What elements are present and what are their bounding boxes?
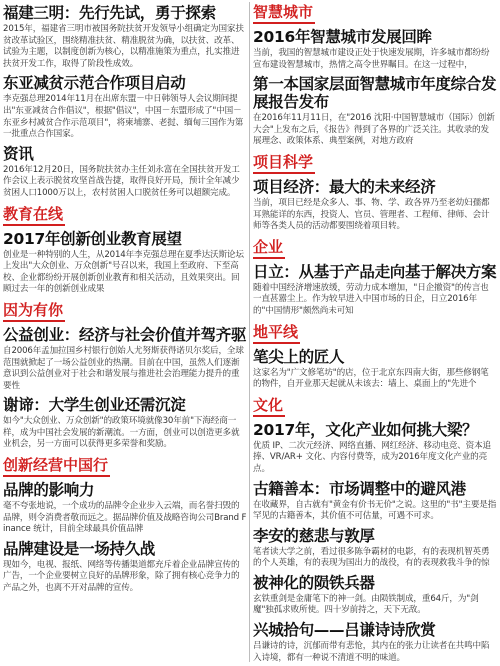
article-headline[interactable]: 2017年，文化产业如何挑大梁？ xyxy=(253,420,478,439)
article-headline[interactable]: 福建三明：先行先试，勇于探索 xyxy=(3,4,216,22)
article xyxy=(3,4,247,70)
article-summary: 毫不夸张地说，一个成功的品牌令企业步入云端，而名誉扫毁的品牌，则令消费者敬而远之。据品牌价值及战略咨询公司Brand Finance 统计，目前全球最具价值品牌 xyxy=(3,501,247,535)
article-summary: 优质 IP、二次元经济、网络直播、网红经济、移动电竞、资本追捧、VR/AR+ 文化、内容付费等，成为2016年度文化产业的亮点。 xyxy=(253,440,491,474)
article-headline[interactable]: 日立：从基于产品走向基于解决方案 xyxy=(253,262,497,281)
article xyxy=(3,481,247,536)
section-tag-horizon: 地平线 xyxy=(253,323,300,344)
article xyxy=(3,230,247,296)
article-summary: 当前，我国的智慧城市建设正处于快速发展期，许多城市都纷纷宣布建设智慧城市，热情之高令世界瞩目。在这一过程中， xyxy=(253,48,490,70)
section-tag-project-science: 项目科学 xyxy=(253,153,315,174)
article xyxy=(3,326,247,392)
article-headline[interactable]: 品牌建设是一场持久战 xyxy=(3,539,156,558)
article-summary: 2016年12月20日，国务院扶贫办主任刘永富在全国扶贫开发工作会议上表示脱贫攻坚首战告捷，取得良好开局，预计全年减少贫困人口1000万以上，农村贫困人口脱贫任务可以超额完成。 xyxy=(3,164,240,198)
article xyxy=(253,263,497,318)
section-tag-education: 教育在线 xyxy=(3,205,65,226)
article-headline[interactable]: 笔尖上的匠人 xyxy=(253,347,345,366)
article-summary: 自2006年孟加拉国乡村银行创始人尤努斯获得诺贝尔奖后，全球范围就掀起了一场公益创业的热潮。目前在中国，虽然人们逐渐意识到公益创业对于社会和谐发展与推进社会治理能力提升的重要性 xyxy=(3,345,244,391)
section-tag-culture: 文化 xyxy=(253,396,285,417)
article-headline[interactable]: 被神化的陨铁兵器 xyxy=(253,573,375,592)
article-headline[interactable]: 资讯 xyxy=(3,144,34,163)
article xyxy=(253,178,497,233)
article-headline[interactable]: 兴城拾句——吕谦诗诗欣赏 xyxy=(253,621,436,640)
article-summary: 这家名为"广文修笔坊"的店，位于北京东四南大街，那些修钢笔的物件，自开业那天起就从未该去：墙上、桌面上的"先进个 xyxy=(253,367,489,390)
article xyxy=(3,145,247,200)
left-column xyxy=(3,0,247,597)
article-headline[interactable]: 品牌的影响力 xyxy=(3,481,95,500)
article xyxy=(253,421,497,476)
article xyxy=(253,574,497,617)
article xyxy=(3,74,247,140)
article xyxy=(253,75,497,148)
article-summary: 笔者读大学之前，看过很多陈争霸材的电影，有的表现机智英勇的个人英雄，有的表现为国出力的战役，有的表现救我斗争的惊 xyxy=(253,546,490,569)
article-headline[interactable]: 2016年智慧城市发展回眸 xyxy=(253,28,432,46)
article xyxy=(253,480,497,523)
article-summary: 现如今，电视、报纸、网络等传播渠道都充斥着企业品牌宣传的广告，一个企业要树立良好的品牌形象，除了拥有核心竞争力的产品之外，也离不开对品牌的宣传。 xyxy=(3,559,240,594)
article-headline[interactable]: 公益创业：经济与社会价值并驾齐驱 xyxy=(3,325,247,344)
section-tag-innovation-tour: 创新经营中国行 xyxy=(3,456,110,477)
article xyxy=(253,348,497,391)
article-summary: 在收藏界，自古就有"黄金有价书无价"之说。这里的"书"主要是指罕见的古籍善本，其价值不可估量，可遇不可求。 xyxy=(253,499,497,522)
article-summary: 当前，项目已经是众多人、事、物、学、政各界乃至老幼妇孺都耳熟能详的东西，投资人、官员、管理者、工程师、律师、会计师等各类人员的活动都要围绕着项目转。 xyxy=(253,197,490,232)
article-headline[interactable]: 东亚减贫示范合作项目启动 xyxy=(3,74,186,93)
article-summary: 随着中国经济增速放缓，劳动力成本增加，"日企撤资"的传言也一直甚嚣尘上。作为较早进入中国市场的日企，日立2016年的"中国情形"颇然尚未可知 xyxy=(253,282,489,316)
article-summary: 李克强总理2014年11月在出席东盟－中日韩领导人会议期间提出"东亚减贫合作倡议"，根据"倡议"，中国－东盟形成了"中国－东亚乡村减贫合作示范项目"，将柬埔寨、老挝、缅甸三国作为第一批重点合作国家。 xyxy=(3,94,244,140)
section-tag-because-of-you: 因为有你 xyxy=(3,301,65,322)
article xyxy=(3,396,247,451)
article-headline[interactable]: 谢谛：大学生创业还需沉淀 xyxy=(3,396,186,415)
article-summary: 在2016年11月11日，在"2016 沈阳·中国智慧城市（国际）创新大会"上发布之后，《报告》得到了各界的广泛关注。其收录的发展理念、政策体系、典型案例，对地方政府 xyxy=(253,113,495,147)
article-headline[interactable]: 2017年创新创业教育展望 xyxy=(3,229,182,248)
article-summary: 吕谦诗的诗，沉郁而带有悲怆，其内在的张力让读者在共鸣中陷入诗境，都有一种说不清道不明的味道。 xyxy=(253,641,490,663)
article-summary: 玄铁重剑是金庸笔下的神一剑。由陨铁制成，重64斤，为"剑魔"独孤求败所使。四十岁前持之，天下无敌。 xyxy=(253,593,479,616)
article xyxy=(253,527,497,570)
article-summary: 如今"大众创业、万众创新"的政策环境就像30年前"下海经商一样，成为中国社会发展的新潮流。一方面，创业可以创造更多就业机会，另一方面可以获得更多荣誉和奖励。 xyxy=(3,416,240,450)
article-headline[interactable]: 项目经济：最大的未来经济 xyxy=(253,177,436,196)
section-tag-enterprise: 企业 xyxy=(253,238,285,259)
article-headline[interactable]: 古籍善本：市场调整中的避风港 xyxy=(253,479,466,498)
article-summary: 创业是一种特别的人生，从2014年李克强总理在夏季达沃斯论坛上发出"大众创业、万众创新"号召以来，我国上至政府、下至高校、企业都纷纷开展创新创业教育和相关活动，且效果突出。回顾过去一年的创新创业成果 xyxy=(3,249,244,295)
article xyxy=(253,28,497,71)
article xyxy=(253,621,497,664)
article xyxy=(3,540,247,595)
section-tag-smart-city: 智慧城市 xyxy=(253,3,315,24)
article-headline[interactable]: 李安的慈悲与敦厚 xyxy=(253,526,375,545)
article-summary: 2015年，福建省三明市被国务院扶贫开发领导小组确定为国家扶贫改革试验区，围绕精准扶贫、精准脱贫为确，以扶贫、改革、试验为主题，以制度创新为核心，以精准施策为重点，扎实推进扶贫开发工作，取得了阶段性成效。 xyxy=(3,24,244,69)
right-column xyxy=(253,0,497,666)
column-divider xyxy=(249,2,250,662)
article-headline[interactable]: 第一本国家层面智慧城市年度综合发展报告发布 xyxy=(253,75,497,112)
